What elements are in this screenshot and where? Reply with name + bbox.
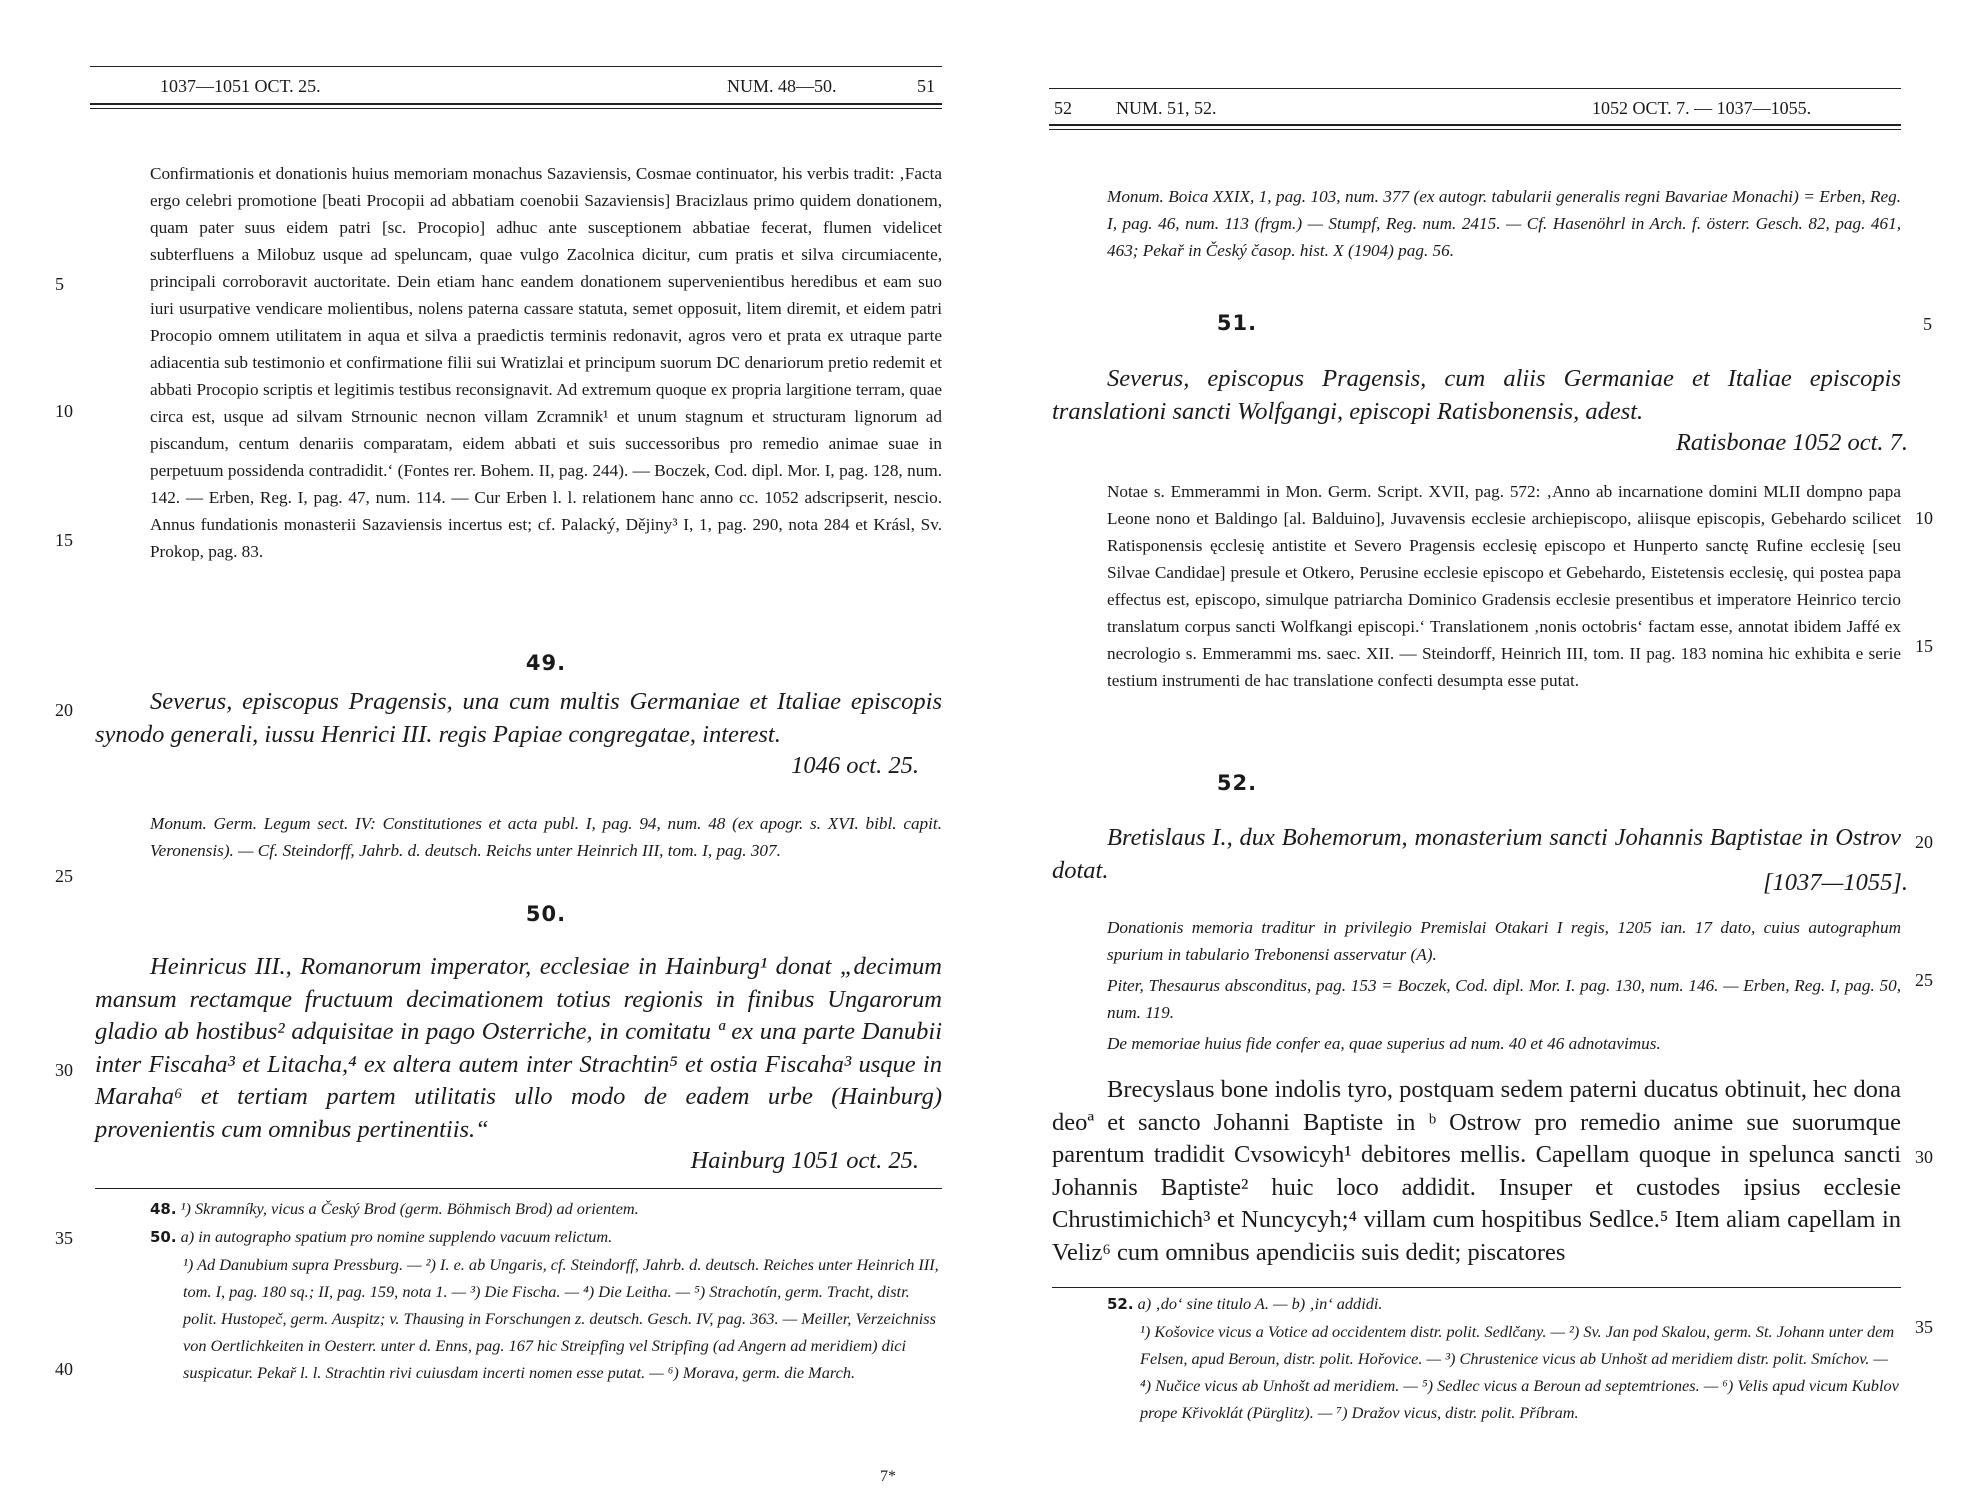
doc-number-52: 52. <box>1216 771 1258 795</box>
header-rule-double <box>1049 129 1901 130</box>
main-text-52-body: Brecyslaus bone indolis tyro, postquam sedem paterni ducatus obtinuit, hec dona deoª et sancto Johanni Baptiste in ᵇ Ostrow pro remedio anime sue suorumque parentum tradidit Cvsowicyh¹ debitores mellis. Capellam quoque in spelunca sancti Johannis Baptiste² huic loco addidit. Insuper et custodes ipsius ecclesie Chrustimichich³ et Nuncycyh;⁴ villam cum hospitibus Sedlce.⁵ Item aliam capellam in Veliz⁶ cum omnibus apendiciis suis dedit; piscatores <box>1052 1076 1901 1266</box>
doc-number-50: 50. <box>525 902 567 926</box>
header-rule <box>90 103 942 105</box>
footnote-52-label: 52. <box>1107 1295 1134 1313</box>
footnote-52b <box>1107 1318 1901 1426</box>
header-rule <box>1049 124 1901 126</box>
line-number: 10 <box>55 401 73 421</box>
footnote-48-text: ¹) Skramníky, vicus a Český Brod (germ. Böhmisch Brod) ad orientem. <box>180 1199 639 1218</box>
line-number: 20 <box>55 700 73 720</box>
place-date-51: Ratisbonae 1052 oct. 7. <box>1675 429 1908 456</box>
sources-49 <box>150 810 942 864</box>
footnote-52a <box>1107 1290 1901 1318</box>
regest-50 <box>95 951 942 1146</box>
footnote-52a-text: a) ‚do‘ sine titulo A. — b) ‚in‘ addidi. <box>1137 1294 1383 1313</box>
intro-sources <box>1107 183 1901 264</box>
place-date-52: [1037—1055]. <box>1763 869 1908 896</box>
header-top-rule <box>1049 88 1901 89</box>
line-number: 5 <box>1923 314 1932 334</box>
right-page <box>989 0 1978 1500</box>
memoriae-52 <box>1107 1030 1901 1057</box>
footnote-50a <box>150 1223 942 1251</box>
footnote-48-label: 48. <box>150 1200 177 1218</box>
line-number: 25 <box>55 866 73 886</box>
header-page-number: 51 <box>917 76 935 96</box>
header-date: 1037—1051 OCT. 25. <box>160 76 321 96</box>
line-number: 15 <box>1915 636 1933 656</box>
line-number: 20 <box>1915 832 1933 852</box>
footnote-50b <box>150 1251 942 1386</box>
line-number: 10 <box>1915 508 1933 528</box>
line-number: 40 <box>55 1359 73 1379</box>
donationis-52-text: Donationis memoria traditur in privilegio Premislai Otakari I regis, 1205 ian. 17 dato, cuius autographum spurium in tabulario Trebonensi asservatur (A). <box>1107 918 1901 964</box>
line-number: 35 <box>1915 1317 1933 1337</box>
line-number: 5 <box>55 274 64 294</box>
regest-52-text: Bretislaus I., dux Bohemorum, monasterium sancti Johannis Baptistae in Ostrov dotat. <box>1052 824 1901 884</box>
memoriae-52-text: De memoriae huius fide confer ea, quae superius ad num. 40 et 46 adnotavimus. <box>1107 1034 1661 1053</box>
doc-number-49: 49. <box>525 651 567 675</box>
donationis-52 <box>1107 914 1901 968</box>
footnote-50a-text: a) in autographo spatium pro nomine supplendo vacuum relictum. <box>180 1227 613 1246</box>
place-date-49: 1046 oct. 25. <box>791 752 919 779</box>
footnote-52b-text: ¹) Košovice vicus a Votice ad occidentem distr. polit. Sedlčany. — ²) Sv. Jan pod Skalou, germ. St. Johann unter dem Felsen, apud Beroun, distr. polit. Hořovice. — ³) Chrustenice vicus ab Unhošt ad meridiem distr. polit. Smíchov. — ⁴) Nučice vicus ab Unhošt ad meridiem. — ⁵) Sedlec vicus a Beroun ad septemtriones. — ⁶) Velis apud vicum Kublov prope Křivoklát (Pürglitz). — ⁷) Dražov vicus, distr. polit. Příbram. <box>1140 1322 1899 1422</box>
doc-number-51: 51. <box>1216 311 1258 335</box>
header-nums: NUM. 51, 52. <box>1116 98 1217 118</box>
piter-52 <box>1107 972 1901 1026</box>
line-number: 30 <box>55 1060 73 1080</box>
regest-49-text: Severus, episcopus Pragensis, una cum multis Germaniae et Italiae episcopis synodo generali, iussu Henrici III. regis Papiae congregatae, interest. <box>95 688 942 748</box>
notae-51-text: Notae s. Emmerammi in Mon. Germ. Script. XVII, pag. 572: ‚Anno ab incarnatione domini MLII dompno papa Leone nono et Baldingo [al. Balduino], Juvavensis ecclesie archiepiscopo, aliisque episcopis, Gebehardo scilicet Ratisponensis ęcclesię antistite et Severo Pragensis ecclesię episcopo et Hunperto sanctę Rufine ecclesię [seu Silvae Candidae] presule et Otkero, Perusine ecclesie episcopo et Gebehardo, Eistetensis ecclesię, qui postea papa effectus est, episcopo, simulque patriarcha Dominico Gradensis ecclesie presentibus et imperatore Heinrico tercio translatum corpus sancti Wolfkangi episcopi.‘ Translationem ‚nonis octobris‘ factam esse, annotat ibidem Jaffé ex necrologio s. Emmerammi ms. saec. XII. — Steindorff, Heinrich III, tom. II pag. 183 nomina hic exhibita e serie testium instrumenti de hac translatione confecti desumpta esse putat. <box>1107 482 1901 690</box>
sources-49-text: Monum. Germ. Legum sect. IV: Constitutiones et acta publ. I, pag. 94, num. 48 (ex apogr. s. XVI. bibl. capit. Veronensis). — Cf. Steindorff, Jahrb. d. deutsch. Reichs unter Heinrich III, tom. I, pag. 307. <box>150 814 942 860</box>
footnotes-left <box>150 1195 942 1386</box>
piter-52-text: Piter, Thesaurus absconditus, pag. 153 = Boczek, Cod. dipl. Mor. I. pag. 130, num. 146. — Erben, Reg. I, pag. 50, num. 119. <box>1107 976 1901 1022</box>
footnote-50b-text: ¹) Ad Danubium supra Pressburg. — ²) I. e. ab Ungaris, cf. Steindorff, Jahrb. d. deutsch. Reiches unter Heinrich III, tom. I, pag. 180 sq.; II, pag. 159, nota 1. — ³) Die Fischa. — ⁴) Die Leitha. — ⁵) Strachotín, germ. Tracht, distr. polit. Hustopeč, germ. Auspitz; v. Thausing in Forschungen z. deutsch. Gesch. IV, pag. 363. — Meiller, Verzeichniss von Oertlichkeiten in Oesterr. unter d. Enns, pag. 167 hic Streipfing vel Stripfing (ad Angern ad meridiem) dici suspicatur. Pekař l. l. Strachtin rivi cuiusdam incerti nomen esse putat. — ⁶) Morava, germ. die March. <box>183 1255 939 1382</box>
line-number: 30 <box>1915 1147 1933 1167</box>
regest-51-text: Severus, episcopus Pragensis, cum aliis Germaniae et Italiae episcopis translationi sancti Wolfgangi, episcopi Ratisbonensis, adest. <box>1052 365 1901 425</box>
regest-49 <box>95 686 942 751</box>
footnotes-right <box>1107 1290 1901 1426</box>
place-date-50: Hainburg 1051 oct. 25. <box>690 1147 919 1174</box>
footnote-48 <box>150 1195 942 1223</box>
footnote-rule <box>95 1188 942 1189</box>
header-date: 1052 OCT. 7. — 1037—1055. <box>1592 98 1812 118</box>
main-text-52 <box>1052 1074 1901 1269</box>
regest-50-text: Heinricus III., Romanorum imperator, ecclesiae in Hainburg¹ donat „decimum mansum rectamque fructuum decimationem totius regionis in finibus Ungarorum gladio ab hostibus² adquisitae in pago Osterriche, in comitatu ª ex una parte Danubii inter Fiscaha³ et Litacha,⁴ ex altera autem inter Strachtin⁵ et ostia Fiscaha³ usque in Maraha⁶ et tertiam partem utilitatis ullo modo de eadem urbe (Hainburg) provenientis cum omnibus pertinentiis.“ <box>95 953 942 1143</box>
header-top-rule <box>90 66 942 67</box>
notae-51 <box>1107 478 1901 694</box>
line-number: 15 <box>55 530 73 550</box>
signature-mark: 7* <box>880 1468 896 1485</box>
header-page-number: 52 <box>1054 98 1072 118</box>
header-nums: NUM. 48—50. <box>727 76 837 96</box>
regest-51 <box>1052 363 1901 428</box>
intro-text: Confirmationis et donationis huius memoriam monachus Sazaviensis, Cosmae continuator, his verbis tradit: ‚Facta ergo celebri promotione [beati Procopii ad abbatiam coenobii Sazaviensis] Bracizlaus primo quidem donationem, quam pater suus eidem patri [sc. Procopio] adhuc ante susceptionem abbatiae fecerat, flumen videlicet subterfluens a Milobuz usque ad speluncam, quae vulgo Zacolnica dicitur, cum pratis et silva circumiacente, principali corroboravit auctoritate. Dein etiam hanc eandem donationem supervenientibus heredibus et eam suo iuri usurpative vendicare molientibus, nolens paterna cassare statuta, semet opposuit, litem diremit, et eidem patri Procopio omnem utilitatem in aqua et silva a praedictis terminis redonavit, agros vero et prata ex utraque parte adiacentia sub testimonio et confirmatione filii sui Wratizlai et principum suorum DC denariorum pretio redemit et abbati Procopio scriptis et legitimis testibus reconsignavit. Ad extremum quoque ex propria largitione terram, quae circa est, usque ad silvam Strnounic necnon villam Zcramnik¹ et unum stagnum et structuram lignorum ad piscandum, centum denariis comparatam, eidem abbati et suis successoribus pro remedio animae suae in perpetuum possidenda contradidit.‘ (Fontes rer. Bohem. II, pag. 244). — Boczek, Cod. dipl. Mor. I, pag. 128, num. 142. — Erben, Reg. I, pag. 47, num. 114. — Cur Erben l. l. relationem hanc anno cc. 1052 adscripserit, nescio. Annus fundationis monasterii Sazaviensis incertus est; cf. Palacký, Dějiny³ I, 1, pag. 290, nota 284 et Krásl, Sv. Prokop, pag. 83. <box>150 164 942 561</box>
line-number: 35 <box>55 1228 73 1248</box>
line-number: 25 <box>1915 970 1933 990</box>
header-rule-double <box>90 108 942 109</box>
intro-paragraph <box>150 160 942 565</box>
footnote-rule <box>1052 1287 1901 1288</box>
footnote-50-label: 50. <box>150 1228 177 1246</box>
intro-sources-text: Monum. Boica XXIX, 1, pag. 103, num. 377 (ex autogr. tabularii generalis regni Bavariae Monachi) = Erben, Reg. I, pag. 46, num. 113 (frgm.) — Stumpf, Reg. num. 2415. — Cf. Hasenöhrl in Arch. f. österr. Gesch. 82, pag. 461, 463; Pekař in Český časop. hist. X (1904) pag. 56. <box>1107 187 1901 260</box>
